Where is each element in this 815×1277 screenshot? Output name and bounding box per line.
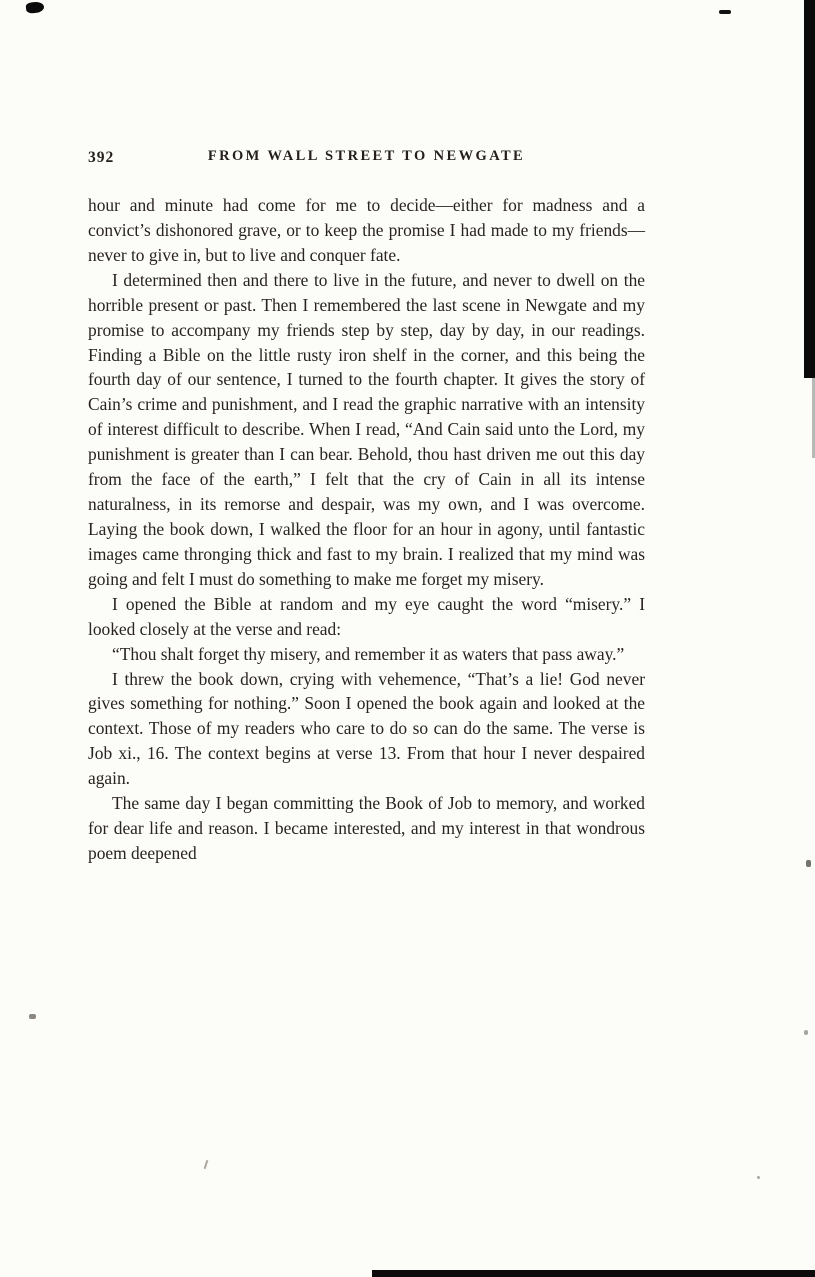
scan-speck-left-margin	[29, 1014, 36, 1019]
paragraph: “Thou shalt forget thy misery, and remember it as waters that pass away.”	[112, 643, 625, 664]
scan-speck-right-2	[804, 1030, 808, 1035]
scan-speck-slash	[204, 1160, 209, 1169]
scan-speck-right-1	[806, 860, 811, 867]
scan-edge-bar-right	[804, 0, 815, 378]
body-text	[88, 193, 645, 866]
scan-speck-dot	[757, 1176, 760, 1179]
scan-edge-bar-bottom	[372, 1270, 815, 1277]
scan-dash-top-right	[719, 10, 731, 14]
paragraph: The same day I began committing the Book of Job to memory, and worked for dear life and reason. I became interested, and my interest in that wondrous poem deepened	[88, 793, 645, 863]
page-header	[88, 148, 645, 170]
scan-blob-top-left	[25, 1, 44, 14]
paragraph: I determined then and there to live in the future, and never to dwell on the horrible present or past. Then I remembered the last scene in Newgate and my promise to accompany my friends step by step, day by day, in our readings. Finding a Bible on the little rusty iron shelf in the corner, and this being the fourth day of our sentence, I turned to the fourth chapter. It gives the story of Cain’s crime and punishment, and I read the graphic narrative with an intensity of interest difficult to describe. When I read, “And Cain said unto the Lord, my punishment is greater than I can bear. Behold, thou hast driven me out this day from the face of the earth,” I felt that the cry of Cain in all its intense naturalness, in its remorse and despair, was my own, and I was overcome. Laying the book down, I walked the floor for an hour in agony, until fantastic images came thronging thick and fast to my brain. I realized that my mind was going and felt I must do something to make me forget my misery.	[88, 269, 645, 589]
paragraph: I opened the Bible at random and my eye caught the word “misery.” I looked closely at the verse and read:	[88, 593, 645, 639]
paragraph: hour and minute had come for me to decide—either for madness and a convict’s dishonored grave, or to keep the promise I had made to my friends—never to give in, but to live and conquer fate.	[88, 195, 645, 265]
text-block	[88, 148, 645, 866]
paragraph: I threw the book down, crying with vehemence, “That’s a lie! God never gives something for nothing.” Soon I opened the book again and looked at the context. Those of my readers who care to do so can do the same. The verse is Job xi., 16. The context begins at verse 13. From that hour I never despaired again.	[88, 668, 645, 789]
running-title: FROM WALL STREET TO NEWGATE	[207, 148, 526, 164]
page-number: 392	[88, 149, 115, 166]
